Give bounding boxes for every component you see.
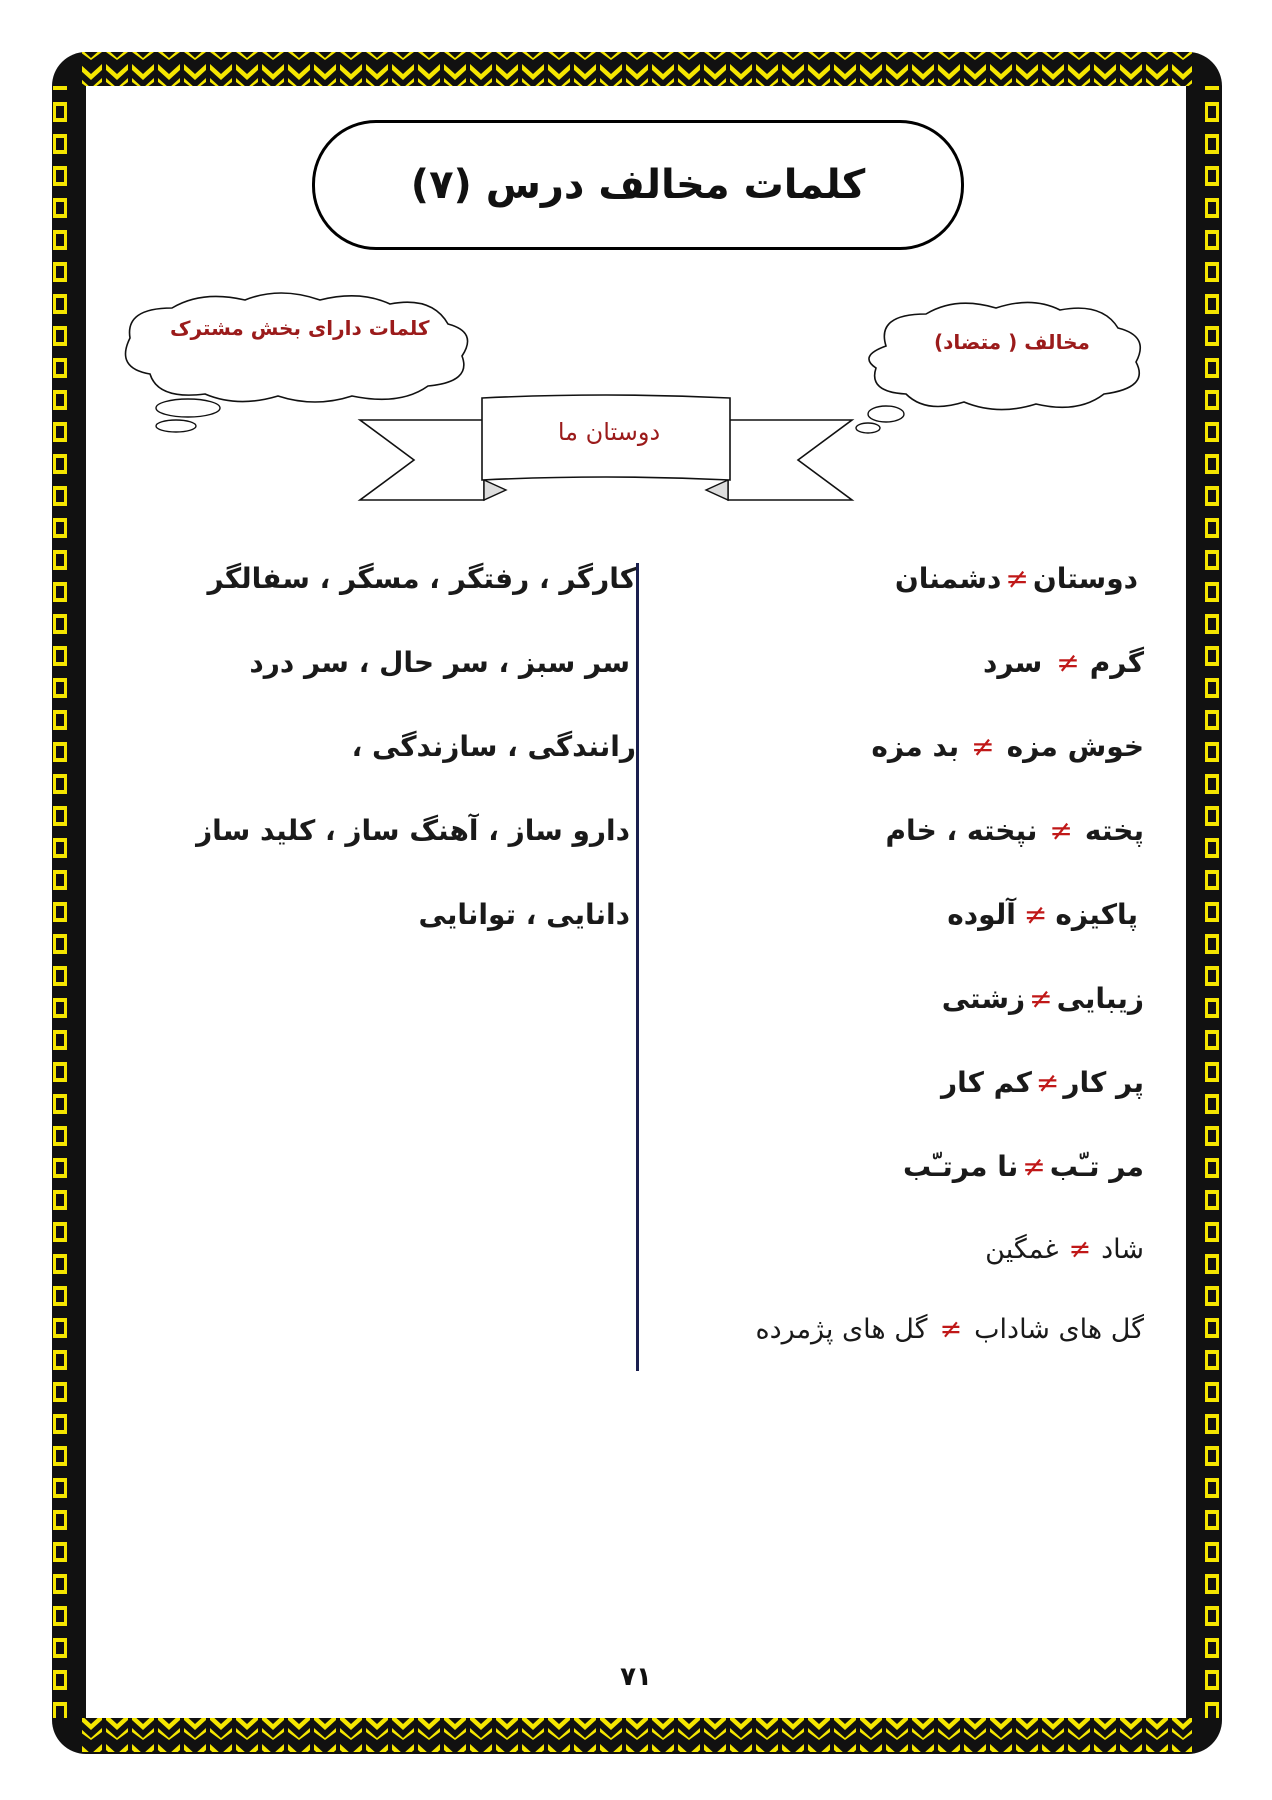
shared-part-row: رانندگی ، سازندگی ، — [351, 730, 636, 763]
shared-part-row: سر سبز ، سر حال ، سر درد — [249, 646, 630, 679]
cloud-left-label: کلمات دارای بخش مشترک — [170, 316, 430, 340]
opposite-row: خوش مزه≠بد مزه — [871, 730, 1144, 763]
opposite-row: گل های شاداب≠گل های پژمرده — [755, 1314, 1144, 1345]
opposite-row: مر تـّب≠نا مرتـّب — [903, 1150, 1144, 1183]
opposite-row: دوستان≠دشمنان — [894, 562, 1138, 595]
shared-part-row: دارو ساز ، آهنگ ساز ، کلید ساز — [196, 814, 630, 847]
opposite-row: شاد≠غمگین — [985, 1234, 1144, 1265]
opposite-row: پر کار≠کم کار — [941, 1066, 1144, 1099]
shared-part-row: کارگر ، رفتگر ، مسگر ، سفالگر — [207, 562, 636, 595]
ribbon-banner — [356, 394, 856, 510]
opposite-row: پخته≠نپخته ، خام — [885, 814, 1144, 847]
opposite-row: گرم≠سرد — [982, 646, 1144, 679]
cloud-right-shape — [846, 296, 1166, 446]
banner-label: دوستان ما — [557, 418, 661, 446]
title-box — [312, 120, 964, 250]
shared-part-row: دانایی ، توانایی — [418, 898, 630, 931]
page-title: کلمات مخالف درس (۷) — [410, 162, 866, 208]
opposite-row: زیبایی≠زشتی — [941, 982, 1144, 1015]
page-number: ۷۱ — [620, 1662, 652, 1692]
cloud-right-label: مخالف ( متضاد) — [934, 330, 1090, 354]
column-divider — [636, 563, 639, 1371]
opposite-row: پاکیزه≠آلوده — [947, 898, 1138, 931]
